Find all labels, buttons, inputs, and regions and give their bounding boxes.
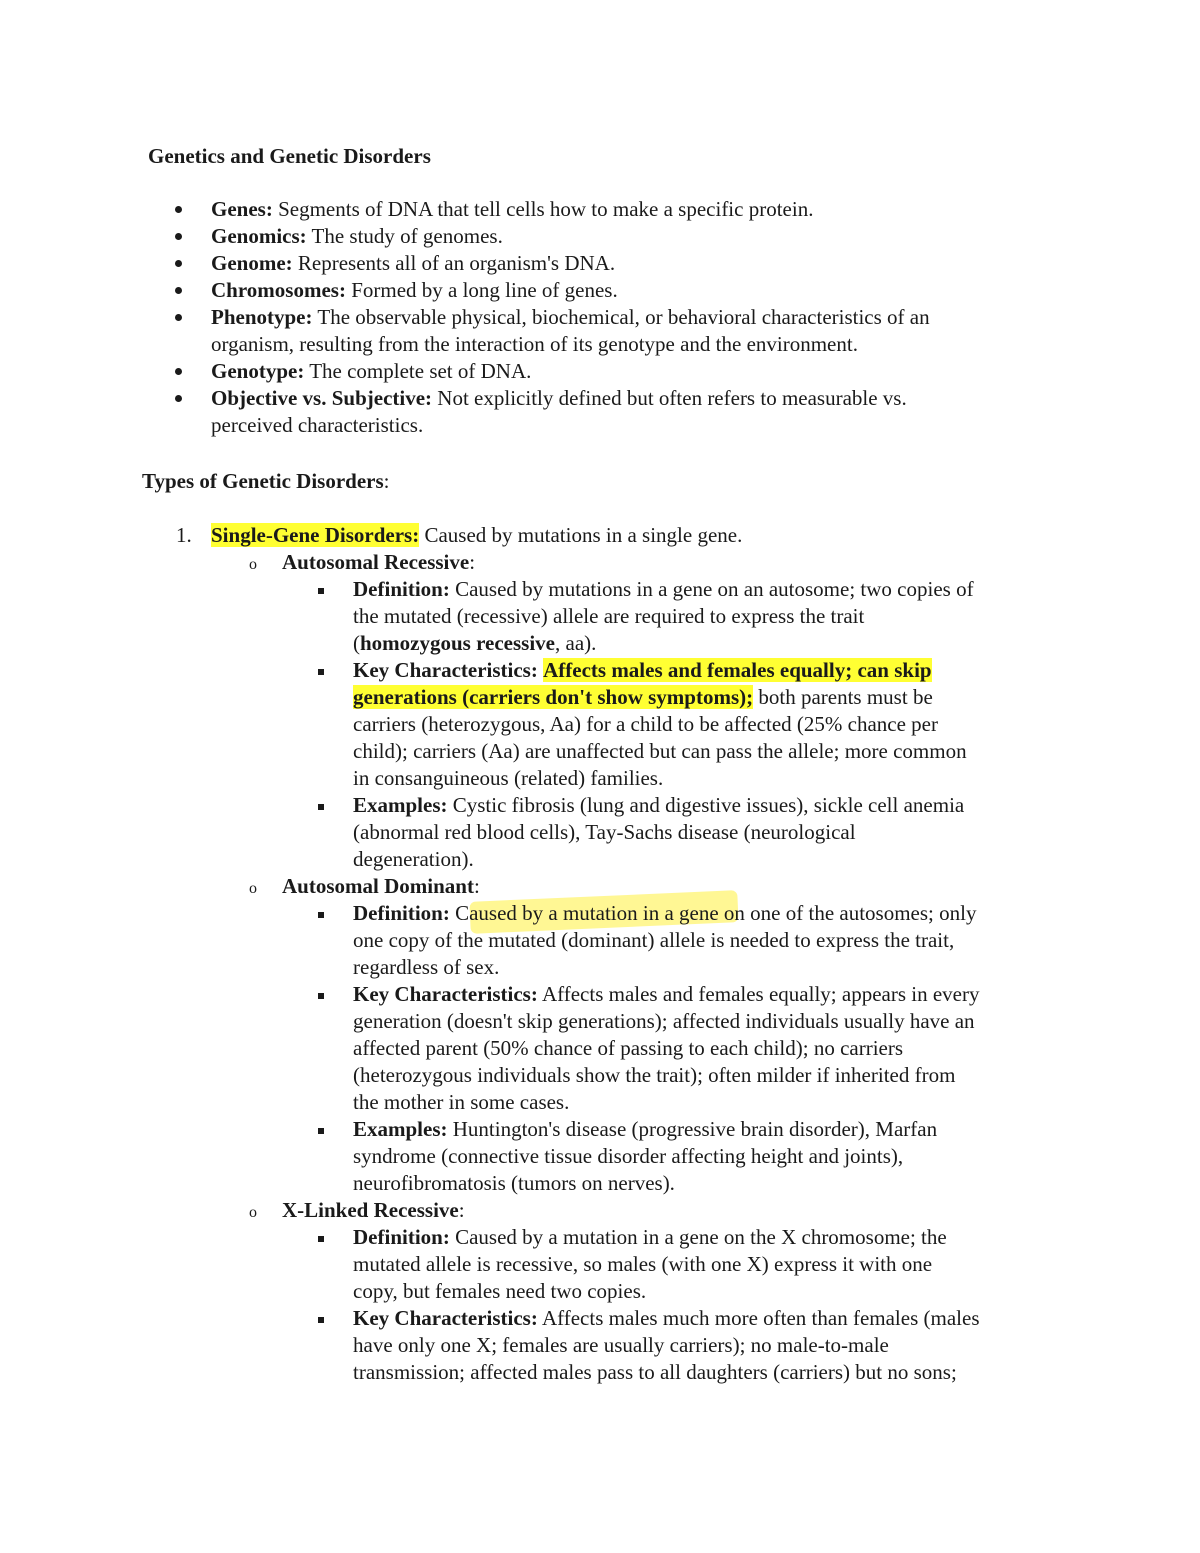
page-title: Genetics and Genetic Disorders (148, 144, 431, 168)
circle-bullet-icon: o (249, 556, 257, 573)
circle-bullet-icon: o (249, 880, 257, 897)
definition-genomics: Genomics: The study of genomes. (211, 224, 503, 248)
definition-phenotype-cont: organism, resulting from the interaction of its genotype and the environment. (211, 332, 858, 356)
square-bullet-icon (318, 993, 324, 999)
definition-genome: Genome: Represents all of an organism's DNA. (211, 251, 616, 275)
circle-bullet-icon: o (249, 1204, 257, 1221)
definition-objective-subjective-cont: perceived characteristics. (211, 413, 424, 437)
ad-key-characteristics: Key Characteristics: Affects males and females equally; appears in every (353, 982, 980, 1006)
ad-definition-line3: regardless of sex. (353, 955, 500, 979)
ar-key-characteristics: Key Characteristics: Affects males and females equally; can skip (353, 658, 932, 682)
bullet-icon (175, 233, 182, 240)
definition-objective-subjective: Objective vs. Subjective: Not explicitly defined but often refers to measurable vs. (211, 386, 907, 410)
square-bullet-icon (318, 1317, 324, 1323)
ad-key-line4: (heterozygous individuals show the trait); often milder if inherited from (353, 1063, 956, 1087)
ar-key-line2: generations (carriers don't show symptoms); both parents must be (353, 685, 933, 709)
autosomal-dominant-heading: Autosomal Dominant: (282, 874, 480, 898)
xr-definition: Definition: Caused by a mutation in a gene on the X chromosome; the (353, 1225, 947, 1249)
list-number: 1. (176, 523, 192, 547)
ad-examples: Examples: Huntington's disease (progressive brain disorder), Marfan (353, 1117, 938, 1141)
x-linked-recessive-heading: X-Linked Recessive: (282, 1198, 465, 1222)
bullet-icon (175, 368, 182, 375)
ad-definition: Definition: Caused by a mutation in a gene on one of the autosomes; only (353, 901, 977, 925)
definition-chromosomes: Chromosomes: Formed by a long line of genes. (211, 278, 618, 302)
single-gene-disorders: Single-Gene Disorders: Caused by mutations in a single gene. (211, 523, 743, 547)
xr-definition-line2: mutated allele is recessive, so males (with one X) express it with one (353, 1252, 933, 1276)
square-bullet-icon (318, 669, 324, 675)
ar-examples-line3: degeneration). (353, 847, 474, 871)
ar-key-line4: child); carriers (Aa) are unaffected but can pass the allele; more common (353, 739, 967, 763)
ar-examples-line2: (abnormal red blood cells), Tay-Sachs disease (neurological (353, 820, 856, 844)
bullet-icon (175, 314, 182, 321)
ar-key-line5: in consanguineous (related) families. (353, 766, 664, 790)
bullet-icon (175, 206, 182, 213)
definition-genotype: Genotype: The complete set of DNA. (211, 359, 532, 383)
square-bullet-icon (318, 1128, 324, 1134)
bullet-icon (175, 395, 182, 402)
definition-genes: Genes: Segments of DNA that tell cells how to make a specific protein. (211, 197, 814, 221)
autosomal-recessive-heading: Autosomal Recessive: (282, 550, 476, 574)
ar-definition-line3: (homozygous recessive, aa). (353, 631, 597, 655)
ar-definition-line2: the mutated (recessive) allele are required to express the trait (353, 604, 865, 628)
ad-definition-line2: one copy of the mutated (dominant) allele is needed to express the trait, (353, 928, 955, 952)
ad-key-line5: the mother in some cases. (353, 1090, 570, 1114)
square-bullet-icon (318, 804, 324, 810)
square-bullet-icon (318, 588, 324, 594)
definition-phenotype: Phenotype: The observable physical, biochemical, or behavioral characteristics of an (211, 305, 930, 329)
bullet-icon (175, 260, 182, 267)
xr-key-line3: transmission; affected males pass to all daughters (carriers) but no sons; (353, 1360, 957, 1384)
ad-key-line2: generation (doesn't skip generations); affected individuals usually have an (353, 1009, 975, 1033)
ar-key-line3: carriers (heterozygous, Aa) for a child to be affected (25% chance per (353, 712, 938, 736)
square-bullet-icon (318, 912, 324, 918)
ar-examples: Examples: Cystic fibrosis (lung and digestive issues), sickle cell anemia (353, 793, 965, 817)
xr-key-characteristics: Key Characteristics: Affects males much more often than females (males (353, 1306, 980, 1330)
ad-examples-line2: syndrome (connective tissue disorder affecting height and joints), (353, 1144, 904, 1168)
xr-definition-line3: copy, but females need two copies. (353, 1279, 647, 1303)
ar-definition: Definition: Caused by mutations in a gene on an autosome; two copies of (353, 577, 974, 601)
bullet-icon (175, 287, 182, 294)
ad-key-line3: affected parent (50% chance of passing to each child); no carriers (353, 1036, 904, 1060)
section-heading: Types of Genetic Disorders: (142, 469, 390, 493)
xr-key-line2: have only one X; females are usually carriers); no male-to-male (353, 1333, 889, 1357)
square-bullet-icon (318, 1236, 324, 1242)
ad-examples-line3: neurofibromatosis (tumors on nerves). (353, 1171, 675, 1195)
